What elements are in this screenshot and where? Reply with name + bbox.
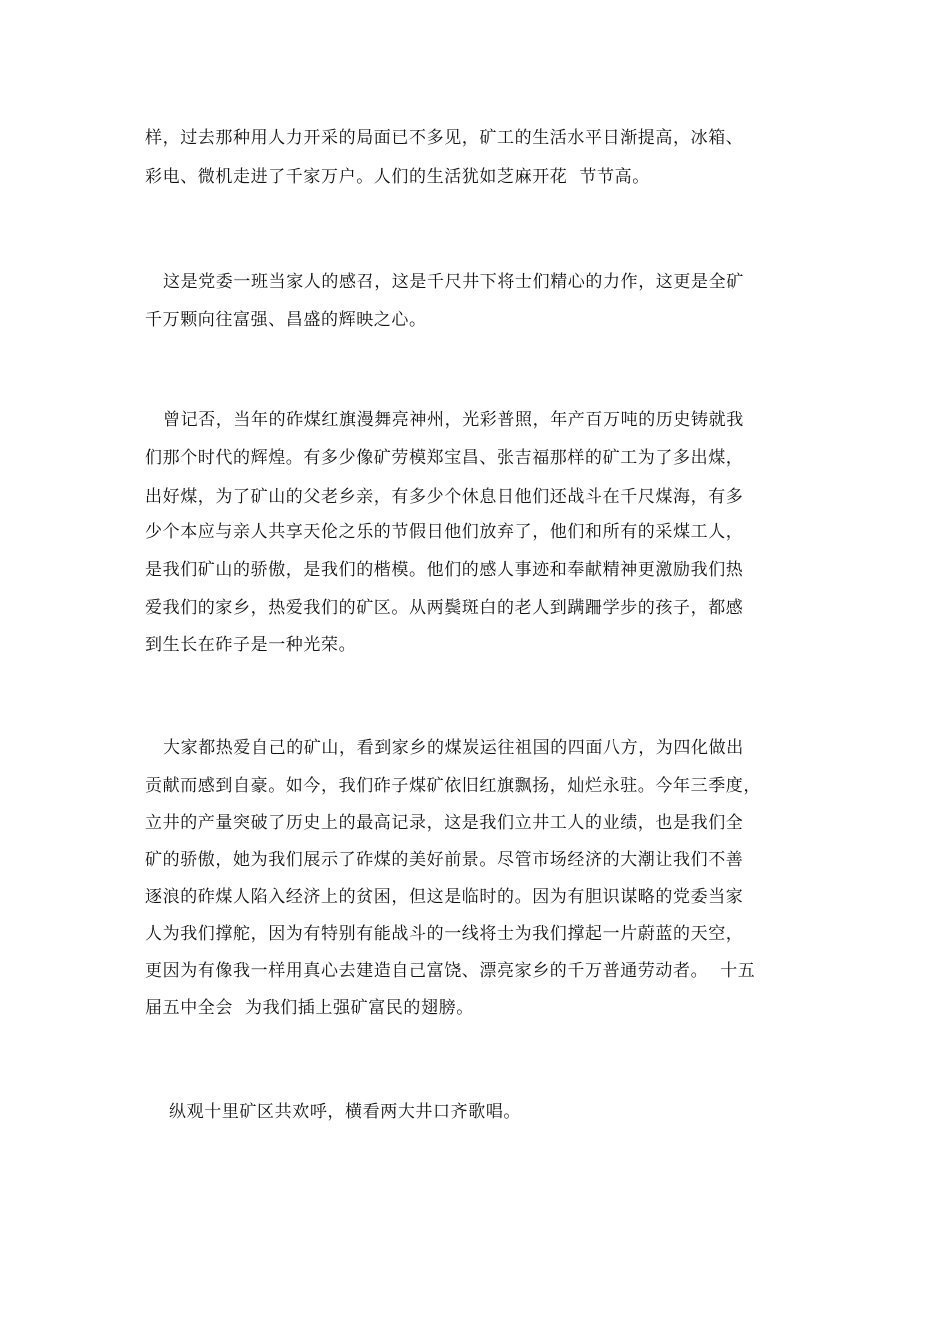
- text-line: 到生长在砟子是一种光荣。: [145, 635, 357, 655]
- text-line: 人为我们撑舵，因为有特别有能战斗的一线将士为我们撑起一片蔚蓝的天空，: [145, 924, 744, 944]
- text-line: 爱我们的家乡，热爱我们的矿区。从两鬓斑白的老人到蹒跚学步的孩子，都感: [145, 598, 744, 618]
- text-line: 是我们矿山的骄傲，是我们的楷模。他们的感人事迹和奉献精神更激励我们热: [145, 560, 744, 580]
- text-line: 纵观十里矿区共欢呼，横看两大井口齐歌唱。: [145, 1102, 522, 1122]
- text-line: 贡献而感到自豪。如今，我们砟子煤矿依旧红旗飘扬，灿烂永驻。今年三季度，: [145, 776, 761, 796]
- text-line: 们那个时代的辉煌。有多少像矿劳模郑宝昌、张吉福那样的矿工为了多出煤，: [145, 448, 744, 468]
- text-line: 大家都热爱自己的矿山，看到家乡的煤炭运往祖国的四面八方，为四化做出: [145, 738, 744, 758]
- text-line: 少个本应与亲人共享天伦之乐的节假日他们放弃了，他们和所有的采煤工人，: [145, 522, 744, 542]
- text-line: 曾记否，当年的砟煤红旗漫舞亮神州，光彩普照，年产百万吨的历史铸就我: [145, 410, 744, 430]
- text-line: 样，过去那种用人力开采的局面已不多见，矿工的生活水平日渐提高，冰箱、: [145, 128, 744, 148]
- text-line: 彩电、微机走进了千家万户。人们的生活犹如芝麻开花 节节高。: [145, 167, 650, 187]
- text-line: 这是党委一班当家人的感召，这是千尺井下将士们精心的力作，这更是全矿: [145, 272, 744, 292]
- text-line: 届五中全会 为我们插上强矿富民的翅膀。: [145, 998, 474, 1018]
- text-line: 立井的产量突破了历史上的最高记录，这是我们立井工人的业绩，也是我们全: [145, 813, 744, 833]
- text-line: 出好煤，为了矿山的父老乡亲，有多少个休息日他们还战斗在千尺煤海，有多: [145, 487, 744, 507]
- text-line: 更因为有像我一样用真心去建造自己富饶、漂亮家乡的千万普通劳动者。 十五: [145, 961, 756, 981]
- text-line: 逐浪的砟煤人陷入经济上的贫困，但这是临时的。因为有胆识谋略的党委当家: [145, 887, 744, 907]
- text-line: 千万颗向往富强、昌盛的辉映之心。: [145, 310, 427, 330]
- text-line: 矿的骄傲，她为我们展示了砟煤的美好前景。尽管市场经济的大潮让我们不善: [145, 850, 744, 870]
